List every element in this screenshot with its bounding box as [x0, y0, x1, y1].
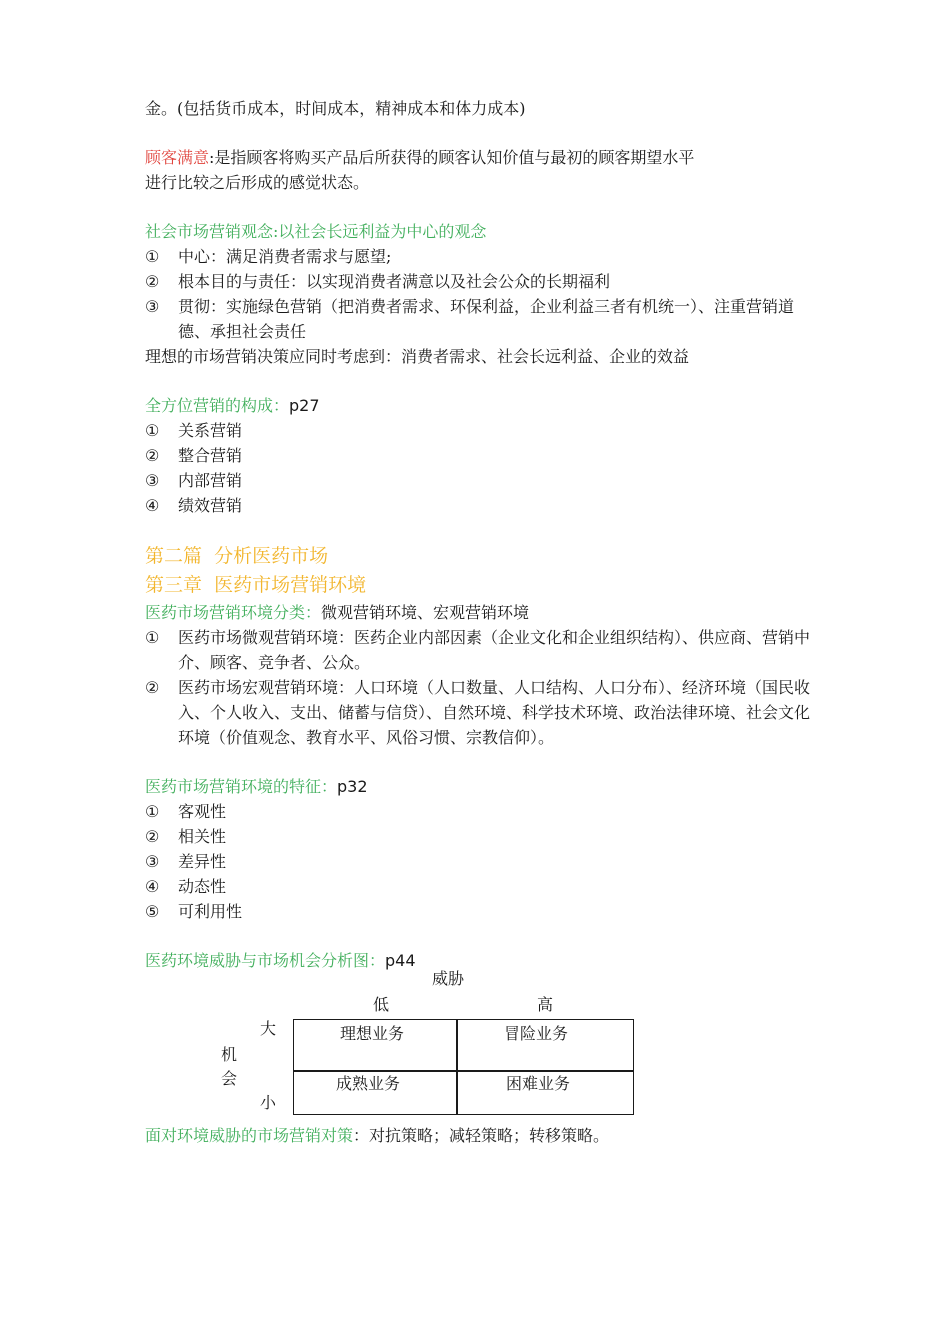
list-item: ① 关系营销 — [145, 421, 243, 440]
document-page — [145, 96, 815, 1148]
list-item: ④ 绩效营销 — [145, 496, 243, 515]
satisfaction-term: 顾客满意 — [145, 148, 210, 167]
list-item: ① 中心：满足消费者需求与愿望; — [145, 247, 392, 266]
matrix-grid — [293, 1019, 634, 1115]
social-summary: 理想的市场营销决策应同时考虑到：消费者需求、社会长远利益、企业的效益 — [145, 347, 690, 366]
holistic-heading: 全方位营销的构成：p27 — [145, 396, 320, 415]
grid-divider — [456, 1020, 458, 1114]
threat-low-label: 低 — [373, 995, 390, 1014]
social-heading: 社会市场营销观念:以社会长远利益为中心的观念 — [145, 222, 487, 241]
opportunity-low-label: 小 — [260, 1093, 277, 1112]
list-item: ③ 内部营销 — [145, 471, 243, 490]
chapter-title: 第三章 医药市场营销环境 — [145, 574, 367, 596]
list-item: ③ 差异性 — [145, 852, 227, 871]
threat-axis-label: 威胁 — [432, 969, 465, 988]
list-item: ② 相关性 — [145, 827, 227, 846]
matrix-cell-mature: 成熟业务 — [336, 1074, 401, 1093]
env-class-heading: 医药市场营销环境分类：微观营销环境、宏观营销环境 — [145, 603, 530, 622]
list-item: ② 整合营销 — [145, 446, 243, 465]
opportunity-axis-label-1: 机 — [221, 1045, 238, 1064]
cost-line: 金。(包括货币成本，时间成本，精神成本和体力成本) — [145, 99, 526, 118]
matrix-cell-ideal: 理想业务 — [340, 1024, 405, 1043]
page-ref: p44 — [385, 951, 416, 970]
list-item: ⑤ 可利用性 — [145, 902, 243, 921]
part-title: 第二篇 分析医药市场 — [145, 545, 329, 567]
page-ref: p32 — [337, 777, 368, 796]
grid-divider — [294, 1070, 633, 1072]
list-item: ① 医药市场微观营销环境：医药企业内部因素（企业文化和企业组织结构）、供应商、营销中介、顾客、竞争者、公众。 — [145, 628, 811, 672]
env-features-heading: 医药市场营销环境的特征：p32 — [145, 777, 368, 796]
satisfaction-def-line1: :是指顾客将购买产品后所获得的顾客认知价值与最初的顾客期望水平 — [209, 148, 695, 167]
list-item: ① 客观性 — [145, 802, 227, 821]
satisfaction-def-line2: 进行比较之后形成的感觉状态。 — [145, 173, 370, 192]
satisfaction-definition — [145, 145, 815, 170]
page-ref: p27 — [289, 396, 320, 415]
countermeasure-line: 面对环境威胁的市场营销对策：对抗策略；减轻策略；转移策略。 — [145, 1126, 610, 1145]
opportunity-high-label: 大 — [260, 1019, 277, 1038]
opportunity-axis-label-2: 会 — [221, 1069, 238, 1088]
threat-high-label: 高 — [537, 995, 554, 1014]
list-item: ③ 贯彻：实施绿色营销（把消费者需求、环保利益，企业利益三者有机统一）、注重营销道德、承担社会责任 — [145, 297, 795, 341]
list-item: ② 医药市场宏观营销环境：人口环境（人口数量、人口结构、人口分布）、经济环境（国民收入、个人收入、支出、储蓄与信贷）、自然环境、科学技术环境、政治法律环境、社会文化环境（价值观念、教育水平、风俗习惯、宗教信仰）。 — [145, 678, 811, 747]
threat-opportunity-matrix — [145, 969, 815, 1123]
list-item: ② 根本目的与责任：以实现消费者满意以及社会公众的长期福利 — [145, 272, 611, 291]
list-item: ④ 动态性 — [145, 877, 227, 896]
matrix-heading: 医药环境威胁与市场机会分析图：p44 — [145, 951, 416, 970]
matrix-cell-risky: 冒险业务 — [504, 1024, 569, 1043]
matrix-cell-troubled: 困难业务 — [506, 1074, 571, 1093]
